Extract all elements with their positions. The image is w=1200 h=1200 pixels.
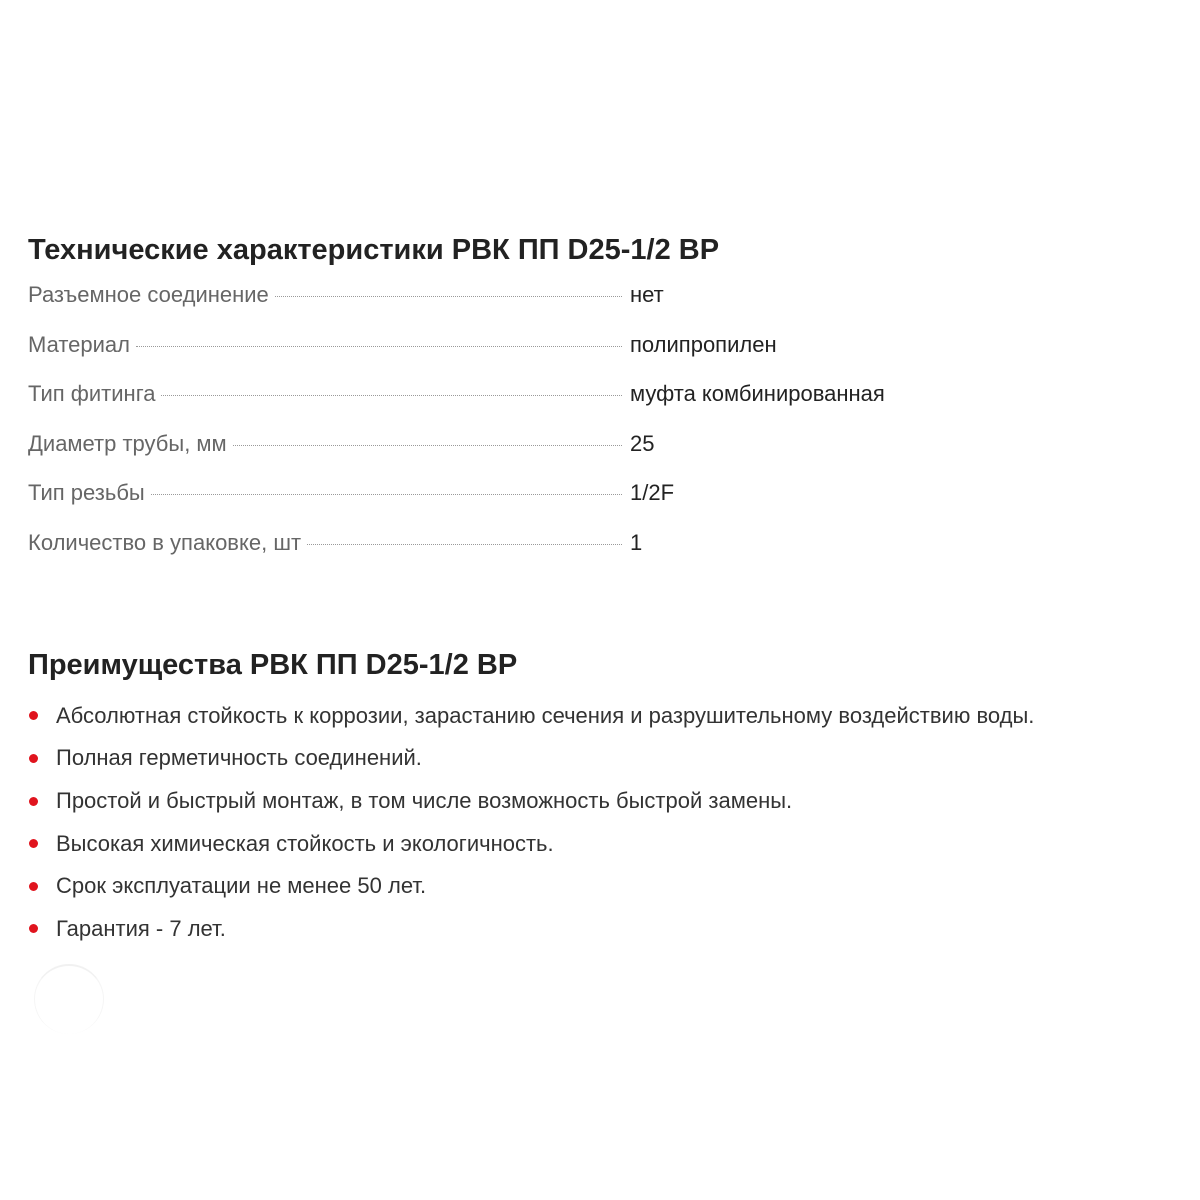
list-item: [28, 780, 1188, 823]
list-item: [28, 865, 1188, 908]
spec-dot-leader: [275, 296, 622, 297]
advantages-list: [28, 695, 1188, 951]
bullet-dot-icon: [29, 711, 38, 720]
advantage-text: Высокая химическая стойкость и экологичность.: [56, 830, 554, 856]
spec-row: [28, 528, 1188, 578]
bullet-dot-icon: [29, 882, 38, 891]
spec-label: Разъемное соединение: [28, 282, 269, 307]
spec-label-wrap: [28, 478, 628, 508]
list-item: [28, 695, 1188, 738]
spec-value: полипропилен: [630, 331, 777, 357]
spec-row: [28, 330, 1188, 380]
advantage-text: Срок эксплуатации не менее 50 лет.: [56, 873, 427, 899]
spec-row: [28, 280, 1188, 330]
advantages-title: Преимущества РВК ПП D25-1/2 ВР: [28, 648, 518, 681]
specs-table: [28, 280, 1188, 578]
spec-label: Тип фитинга: [28, 381, 156, 407]
advantage-text: Полная герметичность соединений.: [56, 745, 422, 771]
bullet-dot-icon: [29, 839, 38, 848]
spec-label: Материал: [28, 331, 130, 357]
spec-dot-leader: [233, 445, 622, 446]
advantage-text: Абсолютная стойкость к коррозии, зарастанию сечения и разрушительному воздействию воды.: [56, 702, 1035, 728]
spec-row: [28, 429, 1188, 479]
bullet-dot-icon: [29, 754, 38, 763]
scroll-to-top-button[interactable]: [34, 964, 104, 1034]
spec-dot-leader: [151, 494, 622, 495]
spec-label: Тип резьбы: [28, 480, 145, 506]
spec-label: Количество в упаковке, шт: [28, 529, 302, 555]
spec-dot-leader: [136, 346, 622, 347]
spec-value: нет: [630, 282, 664, 307]
spec-label-wrap: [28, 379, 628, 409]
list-item: [28, 737, 1188, 780]
spec-dot-leader: [161, 395, 622, 396]
spec-label: Диаметр трубы, мм: [28, 430, 227, 456]
spec-row: [28, 478, 1188, 528]
list-item: [28, 908, 1188, 951]
advantage-text: Гарантия - 7 лет.: [56, 915, 226, 941]
spec-label-wrap: [28, 528, 628, 558]
spec-row: [28, 379, 1188, 429]
spec-value: 25: [630, 430, 655, 456]
spec-value: 1/2F: [630, 480, 675, 506]
spec-label-wrap: [28, 429, 628, 459]
specs-title: Технические характеристики РВК ПП D25-1/2 ВР: [28, 234, 720, 266]
product-details: [28, 228, 1188, 950]
spec-label-wrap: [28, 330, 628, 360]
spec-value: муфта комбинированная: [630, 381, 885, 407]
spec-value: 1: [630, 529, 643, 555]
list-item: [28, 822, 1188, 865]
advantage-text: Простой и быстрый монтаж, в том числе возможность быстрой замены.: [56, 788, 793, 814]
bullet-dot-icon: [29, 924, 38, 933]
spec-dot-leader: [307, 544, 622, 545]
bullet-dot-icon: [29, 797, 38, 806]
spec-label-wrap: [28, 280, 628, 310]
